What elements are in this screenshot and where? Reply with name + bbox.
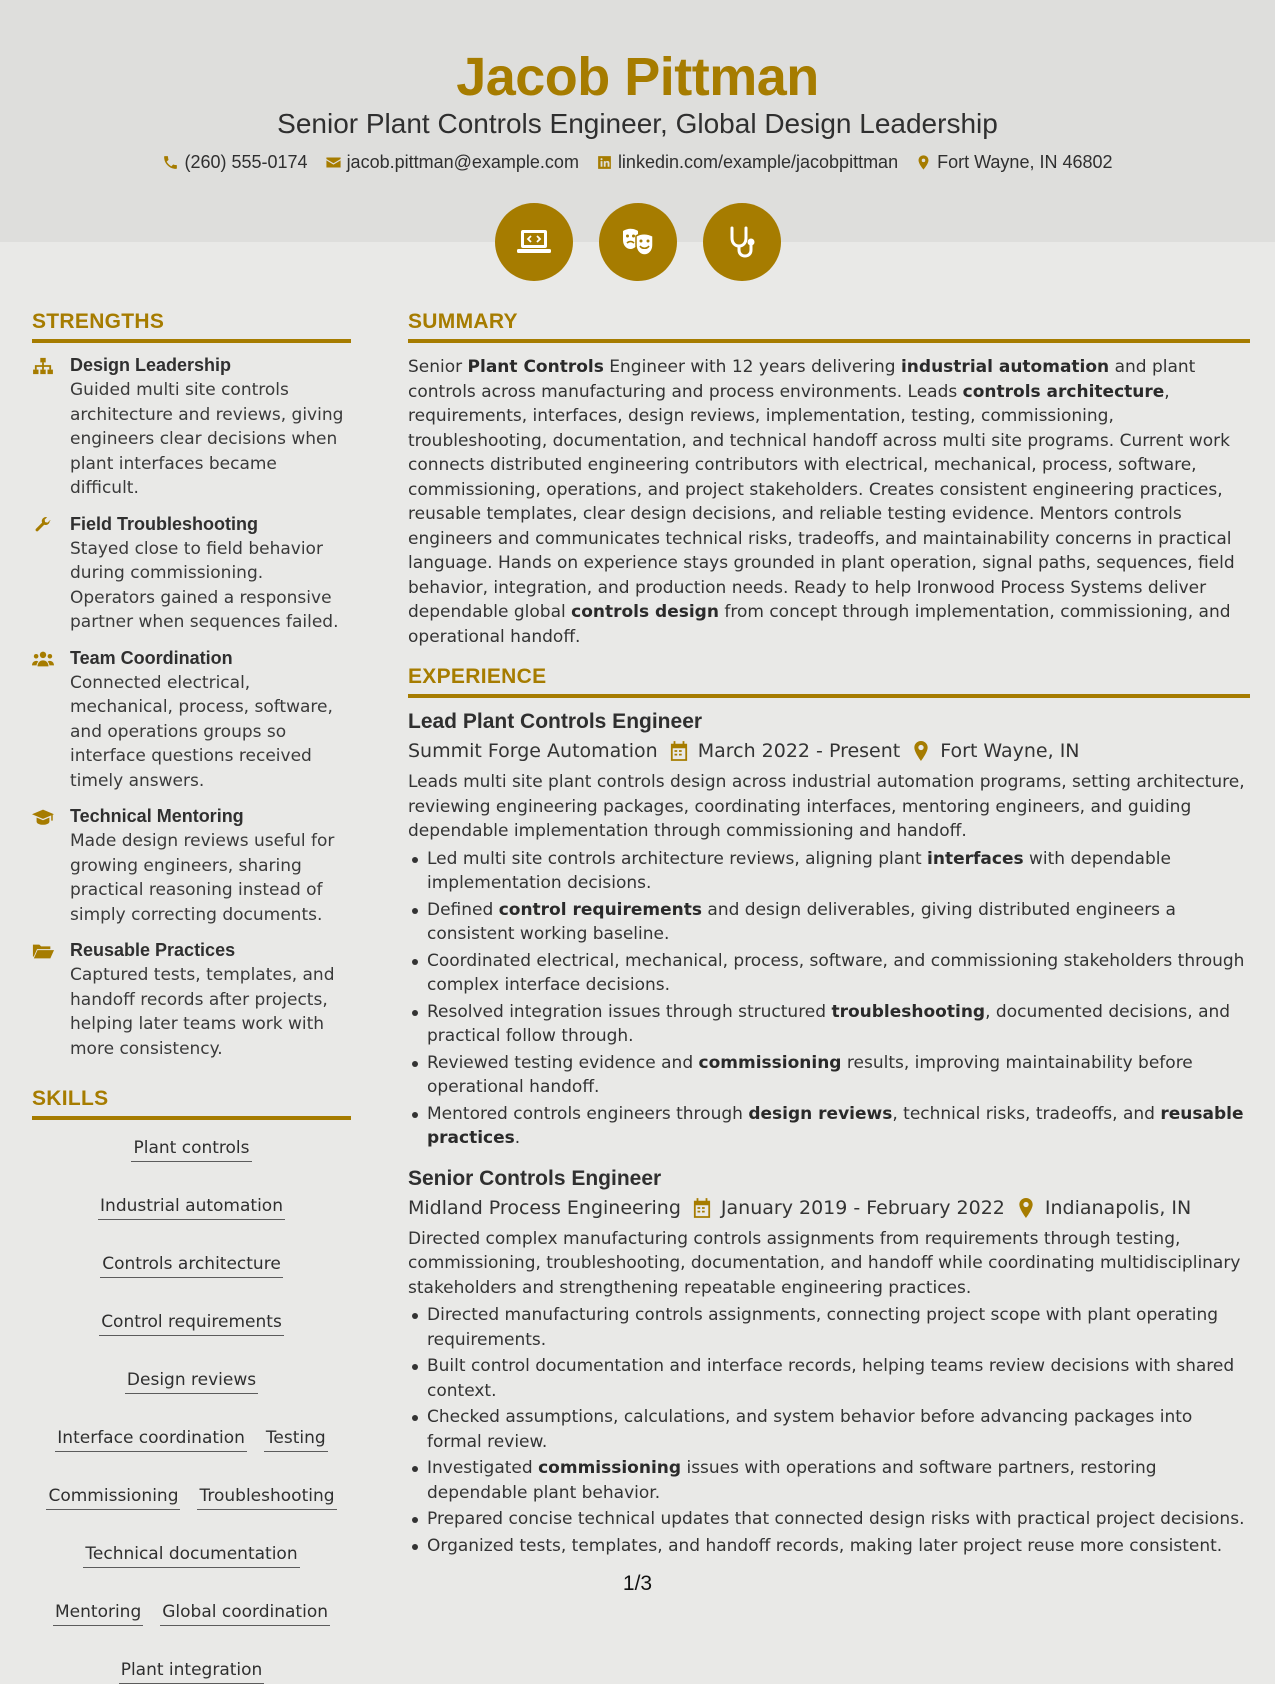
job-bullet: Prepared concise technical updates that connected design risks with practical project decisions. [408, 1507, 1250, 1532]
job-entry [408, 710, 1250, 1151]
job-company: Summit Forge Automation [408, 740, 658, 762]
strength-desc: Captured tests, templates, and handoff records after projects, helping later teams work with more consistency. [70, 965, 335, 1059]
summary-heading: SUMMARY [408, 310, 1250, 343]
strengths-heading: STRENGTHS [32, 310, 351, 343]
skill-tag: Global coordination [160, 1602, 330, 1626]
sitemap-icon [32, 357, 54, 375]
linkedin-text: linkedin.com/example/jacobpittman [617, 152, 899, 172]
skill-tag: Industrial automation [98, 1196, 285, 1220]
linkedin-icon [596, 154, 613, 171]
job-dates: March 2022 - Present [697, 740, 901, 762]
users-icon [32, 650, 54, 668]
skill-tag: Plant integration [119, 1660, 265, 1684]
strength-desc: Made design reviews useful for growing engineers, sharing practical reasoning instead of simply correcting documents. [70, 831, 335, 925]
skill-tag: Commissioning [46, 1486, 180, 1510]
job-bullet: Led multi site controls architecture reviews, aligning plant interfaces with dependable implementation decisions. [408, 847, 1250, 896]
job-bullet: Organized tests, templates, and handoff records, making later project reuse more consistent. [408, 1534, 1250, 1559]
interest-badges [0, 203, 1275, 281]
strength-title: Technical Mentoring [70, 806, 244, 826]
job-description: Leads multi site plant controls design across industrial automation programs, setting architecture, reviewing engineering packages, coordinating interfaces, mentoring engineers, and guiding dependable implementation through commissioning and handoff. [408, 772, 1245, 841]
strength-item [32, 806, 351, 927]
strength-desc: Guided multi site controls architecture and reviews, giving engineers clear decisions when plant interfaces became difficult. [70, 380, 344, 498]
strength-item [32, 355, 351, 501]
job-bullet: Checked assumptions, calculations, and system behavior before advancing packages into formal review. [408, 1405, 1250, 1454]
skill-tag: Mentoring [53, 1602, 143, 1626]
job-location: Indianapolis, IN [1044, 1196, 1192, 1219]
job-bullet: Coordinated electrical, mechanical, process, software, and commissioning stakeholders through complex interface decisions. [408, 949, 1250, 998]
job-meta [408, 1197, 1250, 1219]
job-meta [408, 740, 1250, 762]
envelope-icon [325, 154, 342, 171]
graduation-cap-icon [32, 808, 54, 826]
job-location: Fort Wayne, IN [940, 740, 1080, 762]
strength-desc: Connected electrical, mechanical, process, software, and operations groups so interface questions received timely answers. [70, 672, 333, 791]
laptop-code-badge [495, 203, 573, 281]
map-pin-icon [912, 741, 930, 761]
job-bullet: Mentored controls engineers through design reviews, technical risks, tradeoffs, and reusable practices. [408, 1102, 1250, 1151]
theater-masks-icon [618, 222, 658, 262]
strength-desc: Stayed close to field behavior during commissioning. Operators gained a responsive partner when sequences failed. [70, 538, 339, 632]
job-bullets [408, 1303, 1250, 1558]
emphasis-text: controls architecture [962, 381, 1165, 402]
map-pin-icon [915, 154, 932, 171]
skills-heading: SKILLS [32, 1087, 351, 1120]
job-bullet: Built control documentation and interface records, helping teams review decisions with shared context. [408, 1354, 1250, 1403]
job-role: Senior Controls Engineer [408, 1166, 662, 1190]
job-role: Lead Plant Controls Engineer [408, 710, 703, 733]
skill-tag: Control requirements [99, 1312, 284, 1336]
job-description: Directed complex manufacturing controls assignments from requirements through testing, commissioning, troubleshooting, documentation, and handoff while coordinating multidisciplinary stakeholders and strengthening repeatable engineering practices. [408, 1228, 1241, 1298]
job-entry [408, 1167, 1250, 1559]
emphasis-text: commissioning [698, 1052, 842, 1073]
skill-tag: Testing [264, 1428, 328, 1452]
phone-icon [162, 154, 179, 171]
job-dates: January 2019 - February 2022 [720, 1196, 1005, 1219]
job-bullet: Directed manufacturing controls assignments, connecting project scope with plant operating requirements. [408, 1303, 1250, 1352]
emphasis-text: interfaces [927, 848, 1024, 869]
email-text: jacob.pittman@example.com [346, 152, 579, 172]
map-pin-icon [1017, 1198, 1035, 1218]
wrench-icon [32, 516, 54, 534]
emphasis-text: controls design [571, 602, 719, 622]
skill-tag: Interface coordination [55, 1428, 247, 1452]
phone-text: (260) 555-0174 [184, 152, 308, 172]
stethoscope-badge [703, 203, 781, 281]
strength-item [32, 514, 351, 635]
calendar-icon [670, 741, 688, 761]
laptop-code-icon [514, 222, 554, 262]
strength-title: Team Coordination [70, 647, 233, 668]
skill-tag: Troubleshooting [197, 1486, 336, 1510]
job-bullet: Defined control requirements and design deliverables, giving distributed engineers a consistent working baseline. [408, 898, 1250, 947]
job-bullet: Resolved integration issues through structured troubleshooting, documented decisions, and practical follow through. [408, 1000, 1250, 1049]
job-bullet: Reviewed testing evidence and commissioning results, improving maintainability before operational handoff. [408, 1051, 1250, 1100]
job-company: Midland Process Engineering [408, 1196, 681, 1219]
contact-bar [0, 152, 1275, 173]
emphasis-text: design reviews [748, 1103, 893, 1124]
emphasis-text: reusable practices [427, 1103, 1244, 1148]
theater-masks-badge [599, 203, 677, 281]
strength-title: Reusable Practices [70, 940, 236, 960]
contact-email[interactable] [325, 152, 579, 173]
location-text: Fort Wayne, IN 46802 [937, 152, 1113, 172]
stethoscope-icon [722, 222, 762, 262]
candidate-title: Senior Plant Controls Engineer, Global Design Leadership [277, 108, 998, 139]
contact-linkedin[interactable] [596, 152, 898, 173]
calendar-icon [693, 1198, 711, 1218]
skills-list [32, 1138, 351, 1684]
strength-title: Design Leadership [70, 355, 232, 375]
skill-tag: Technical documentation [83, 1544, 299, 1568]
emphasis-text: control requirements [498, 899, 702, 920]
contact-location [915, 152, 1112, 173]
emphasis-text: commissioning [538, 1458, 682, 1478]
skill-tag: Design reviews [125, 1370, 258, 1394]
job-bullet: Investigated commissioning issues with operations and software partners, restoring dependable plant behavior. [408, 1456, 1250, 1505]
page-number: 1/3 [622, 1572, 653, 1595]
emphasis-text: industrial automation [900, 357, 1110, 377]
skill-tag: Controls architecture [100, 1254, 283, 1278]
job-bullets [408, 847, 1250, 1151]
emphasis-text: Plant Controls [467, 357, 604, 377]
strength-item [32, 940, 351, 1061]
experience-heading: EXPERIENCE [408, 665, 1250, 698]
strength-title: Field Troubleshooting [70, 513, 258, 534]
folder-open-icon [32, 942, 54, 960]
summary-text: Senior Plant Controls Engineer with 12 years delivering industrial automation and plant controls across manufacturing and process environments. Leads controls architecture, requirements, interfaces, design reviews, implementation, testing, commissioning, troubleshooting, documentation, and technical handoff across multi site programs. Current work connects distributed engineering contributors with electrical, mechanical, process, software, commissioning, operations, and project stakeholders. Creates consistent engineering practices, reusable templates, clear design decisions, and reliable testing evidence. Mentors controls engineers and communicates technical risks, tradeoffs, and maintainability concerns in practical language. Hands on experience stays grounded in plant operation, signal paths, sequences, field behavior, integration, and production needs. Ready to help Ironwood Process Systems deliver dependable global controls design from concept through implementation, commissioning, and operational handoff. [408, 357, 1235, 647]
emphasis-text: troubleshooting [831, 1001, 986, 1022]
right-column [408, 310, 1250, 1574]
left-column [32, 310, 351, 1684]
candidate-name: Jacob Pittman [456, 47, 819, 107]
skill-tag: Plant controls [131, 1138, 251, 1162]
strength-item [32, 648, 351, 794]
contact-phone[interactable] [162, 152, 307, 173]
